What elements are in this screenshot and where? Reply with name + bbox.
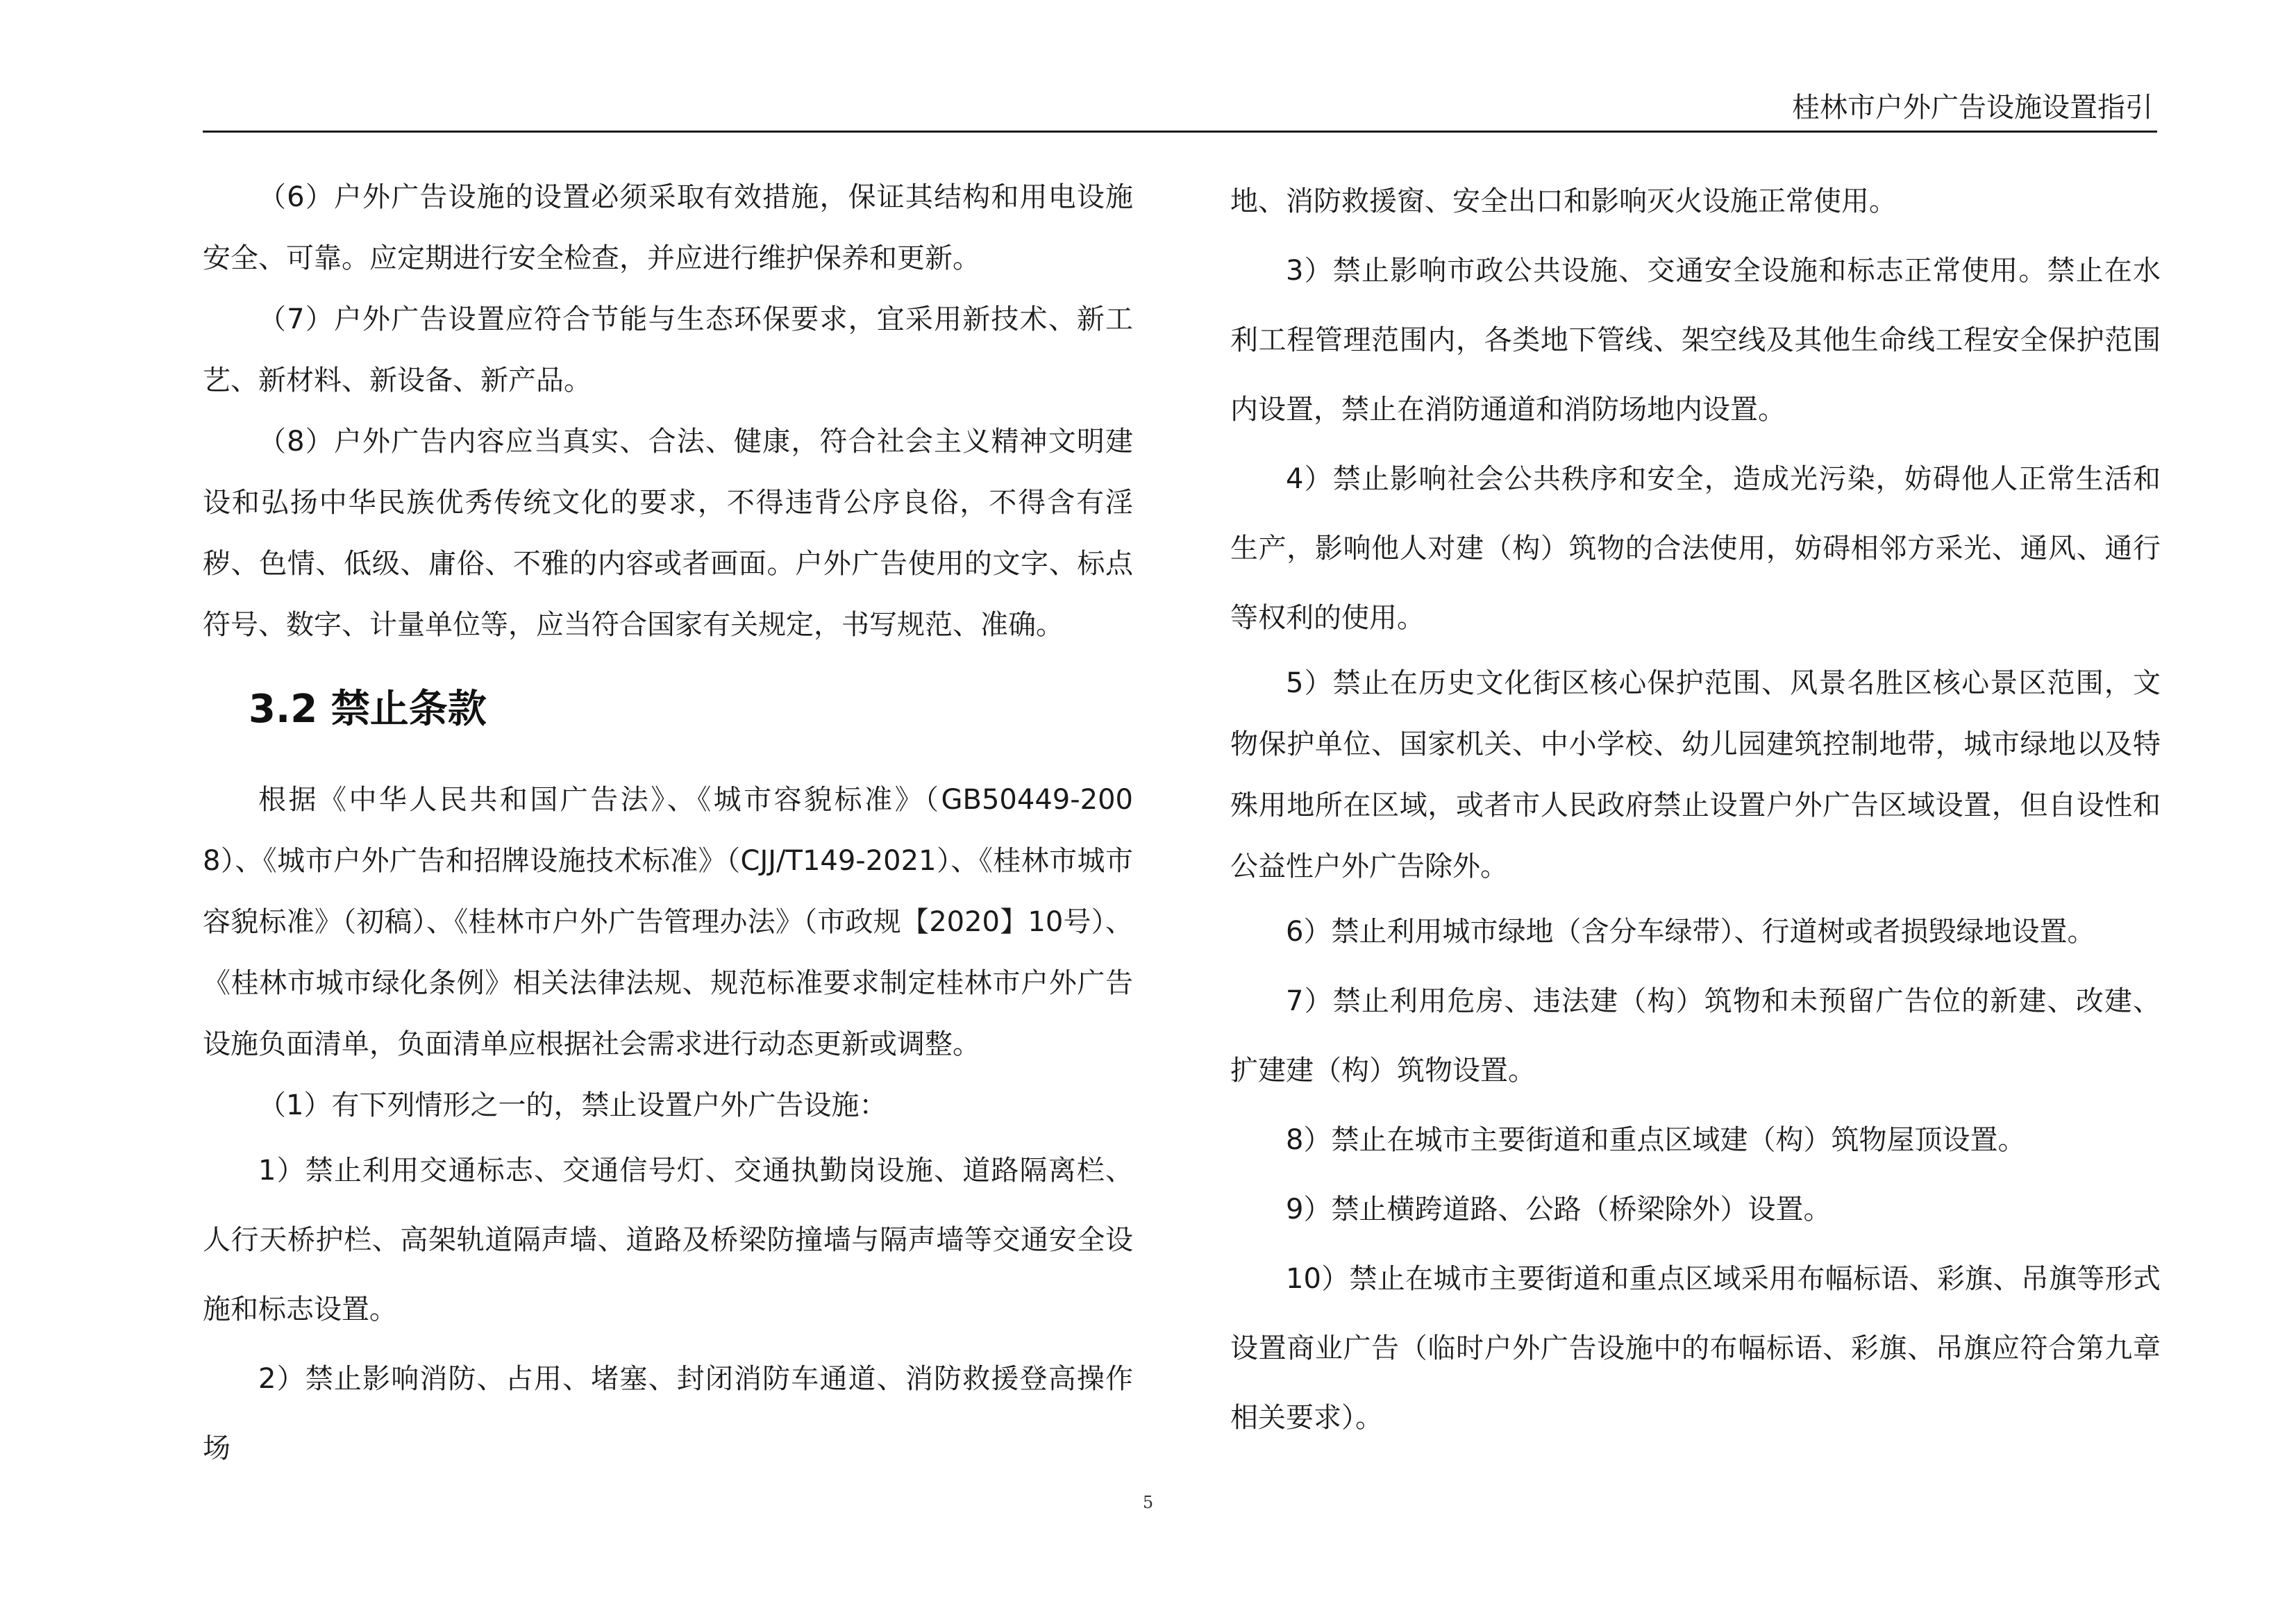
paragraph-prohibition-6: 6）禁止利用城市绿地（含分车绿带）、行道树或者损毁绿地设置。 <box>1286 916 2095 948</box>
paragraph-prohibition-2: 2）禁止影响消防、占用、堵塞、封闭消防车通道、消防救援登高操作场 <box>203 1363 1133 1464</box>
paragraph-prohibition-1: 1）禁止利用交通标志、交通信号灯、交通执勤岗设施、道路隔离栏、人行天桥护栏、高架轨道隔声墙、道路及桥梁防撞墙与隔声墙等交通安全设施和标志设置。 <box>203 1155 1133 1325</box>
paragraph-condition-intro: （1）有下列情形之一的，禁止设置户外广告设施： <box>258 1089 887 1121</box>
paragraph-prohibition-9: 9）禁止横跨道路、公路（桥梁除外）设置。 <box>1286 1194 1832 1225</box>
paragraph-prohibition-8: 8）禁止在城市主要街道和重点区域建（构）筑物屋顶设置。 <box>1286 1124 2026 1156</box>
paragraph-item-7: （7）户外广告设置应符合节能与生态环保要求，宜采用新技术、新工艺、新材料、新设备、新产品。 <box>203 303 1133 396</box>
header-divider <box>203 131 2157 133</box>
paragraph-item-8: （8）户外广告内容应当真实、合法、健康，符合社会主义精神文明建设和弘扬中华民族优秀传统文化的要求，不得违背公序良俗，不得含有淫秽、色情、低级、庸俗、不雅的内容或者画面。户外广告使用的文字、标点符号、数字、计量单位等，应当符合国家有关规定，书写规范、准确。 <box>203 426 1133 641</box>
paragraph-prohibition-10: 10）禁止在城市主要街道和重点区域采用布幅标语、彩旗、吊旗等形式设置商业广告（临时户外广告设施中的布幅标语、彩旗、吊旗应符合第九章相关要求）。 <box>1230 1263 2161 1434</box>
paragraph-item-6: （6）户外广告设施的设置必须采取有效措施，保证其结构和用电设施安全、可靠。应定期进行安全检查，并应进行维护保养和更新。 <box>203 181 1133 274</box>
paragraph-prohibition-7: 7）禁止利用危房、违法建（构）筑物和未预留广告位的新建、改建、扩建建（构）筑物设置。 <box>1230 985 2161 1087</box>
paragraph-prohibition-2-cont: 地、消防救援窗、安全出口和影响灭火设施正常使用。 <box>1230 185 1897 217</box>
paragraph-basis: 根据《中华人民共和国广告法》、《城市容貌标准》（GB50449-2008）、《城市户外广告和招牌设施技术标准》（CJJ/T149-2021）、《桂林市城市容貌标准》（初稿）、《桂林市户外广告管理办法》（市政规【2020】10号）、《桂林市城市绿化条例》相关法律法规、规范标准要求制定桂林市户外广告设施负面清单，负面清单应根据社会需求进行动态更新或调整。 <box>203 784 1133 1060</box>
section-heading: 3.2 禁止条款 <box>249 687 487 732</box>
page-number: 5 <box>1142 1493 1154 1512</box>
paragraph-prohibition-5: 5）禁止在历史文化街区核心保护范围、风景名胜区核心景区范围，文物保护单位、国家机关、中小学校、幼儿园建筑控制地带，城市绿地以及特殊用地所在区域，或者市人民政府禁止设置户外广告区域设置，但自设性和公益性户外广告除外。 <box>1230 667 2161 882</box>
left-column <box>203 167 1133 1483</box>
header-title: 桂林市户外广告设施设置指引 <box>1792 92 2153 124</box>
right-column <box>1230 167 2161 1453</box>
paragraph-prohibition-4: 4）禁止影响社会公共秩序和安全，造成光污染，妨碍他人正常生活和生产，影响他人对建（构）筑物的合法使用，妨碍相邻方采光、通风、通行等权利的使用。 <box>1230 463 2161 634</box>
paragraph-prohibition-3: 3）禁止影响市政公共设施、交通安全设施和标志正常使用。禁止在水利工程管理范围内，各类地下管线、架空线及其他生命线工程安全保护范围内设置，禁止在消防通道和消防场地内设置。 <box>1230 255 2161 426</box>
